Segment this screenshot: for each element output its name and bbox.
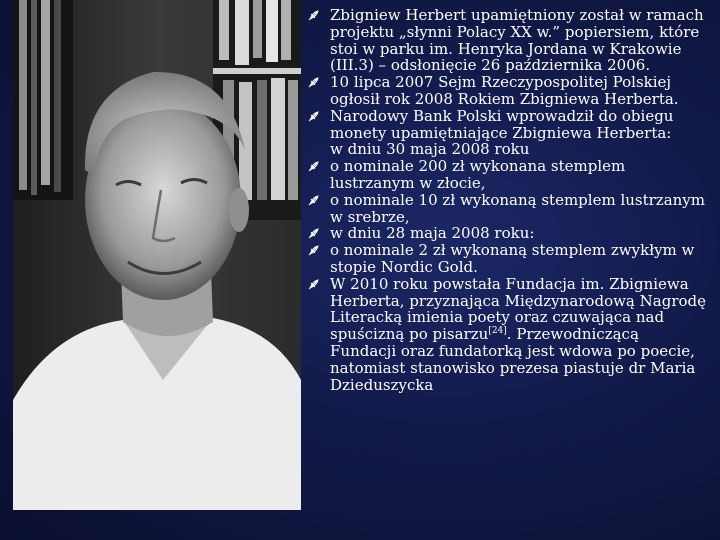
quill-pen-icon [308, 10, 319, 21]
bullet-text [330, 275, 706, 394]
bullet-text: o nominale 2 zł wykonaną stemplem zwykłym w stopie Nordic Gold. [330, 241, 695, 276]
bullet-text: w dniu 28 maja 2008 roku: [330, 224, 535, 243]
list-item [308, 192, 708, 226]
bullet-text: 10 lipca 2007 Sejm Rzeczypospolitej Polskiej ogłosił rok 2008 Rokiem Zbigniewa Herberta. [330, 73, 679, 108]
quill-pen-icon [308, 245, 319, 256]
bullet-text-continued: w dniu 30 maja 2008 roku [330, 140, 530, 159]
quill-pen-icon [308, 279, 319, 290]
bullet-list [308, 7, 708, 393]
bullet-text-main: W 2010 roku powstała Fundacja im. Zbigniewa Herberta, przyznająca Międzynarodową Nagrodę Literacką imienia poety oraz czuwająca nad spuścizną po pisarzu [330, 274, 706, 344]
portrait-photo [13, 0, 301, 510]
quill-pen-icon [308, 111, 319, 122]
list-item [308, 74, 708, 108]
quill-pen-icon [308, 195, 319, 206]
quill-pen-icon [308, 161, 319, 172]
quill-pen-icon [308, 77, 319, 88]
bullet-text: Narodowy Bank Polski wprowadził do obiegu monety upamiętniające Zbigniewa Herberta: [330, 106, 674, 142]
footnote-link[interactable]: [24] [488, 326, 507, 337]
bullet-text: o nominale 200 zł wykonana stemplem lustrzanym w złocie, [330, 157, 626, 192]
bullet-text: Zbigniew Herbert upamiętniony został w ramach projektu „słynni Polacy XX w.” popiersiem, które stoi w parku im. Henryka Jordana w Krakowie (III.3) – odsłonięcie 26 października 2006. [330, 6, 704, 75]
bullet-text: o nominale 10 zł wykonaną stemplem lustrzanym w srebrze, [330, 190, 706, 226]
list-item [308, 276, 708, 394]
quill-pen-icon [308, 228, 319, 239]
bullet-text-after: . Przewodniczącą Fundacji oraz fundatorką jest wdowa po poecie, natomiast stanowisko prezesa piastuje dr Maria Dzieduszycka [330, 325, 696, 394]
list-item [308, 158, 708, 192]
list-item [308, 242, 708, 276]
list-item [308, 108, 708, 158]
list-item [308, 7, 708, 74]
list-item [308, 225, 708, 242]
